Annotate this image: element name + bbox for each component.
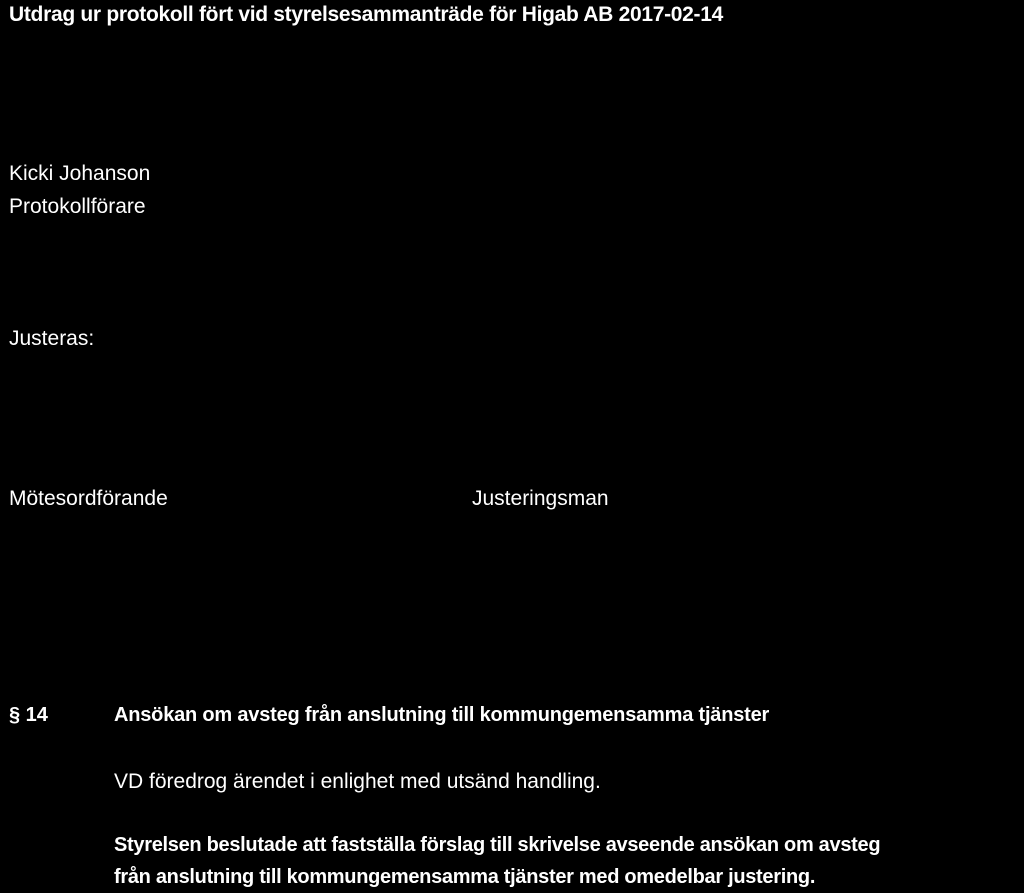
section-decision-line-2: från anslutning till kommungemensamma tjänster med omedelbar justering. <box>114 866 816 888</box>
chair-signature-label: Mötesordförande <box>9 487 168 510</box>
section-number: § 14 <box>9 704 48 726</box>
secretary-name: Kicki Johanson <box>9 162 151 185</box>
secretary-role: Protokollförare <box>9 195 146 218</box>
section-decision-line-1: Styrelsen beslutade att fastställa förslag till skrivelse avseende ansökan om avsteg <box>114 834 881 856</box>
document-heading: Utdrag ur protokoll fört vid styrelsesammanträde för Higab AB 2017-02-14 <box>9 3 723 26</box>
adjusted-label: Justeras: <box>9 327 95 350</box>
section-report-text: VD föredrog ärendet i enlighet med utsänd handling. <box>114 770 601 793</box>
section-title: Ansökan om avsteg från anslutning till kommungemensamma tjänster <box>114 704 770 726</box>
adjuster-signature-label: Justeringsman <box>472 487 609 510</box>
